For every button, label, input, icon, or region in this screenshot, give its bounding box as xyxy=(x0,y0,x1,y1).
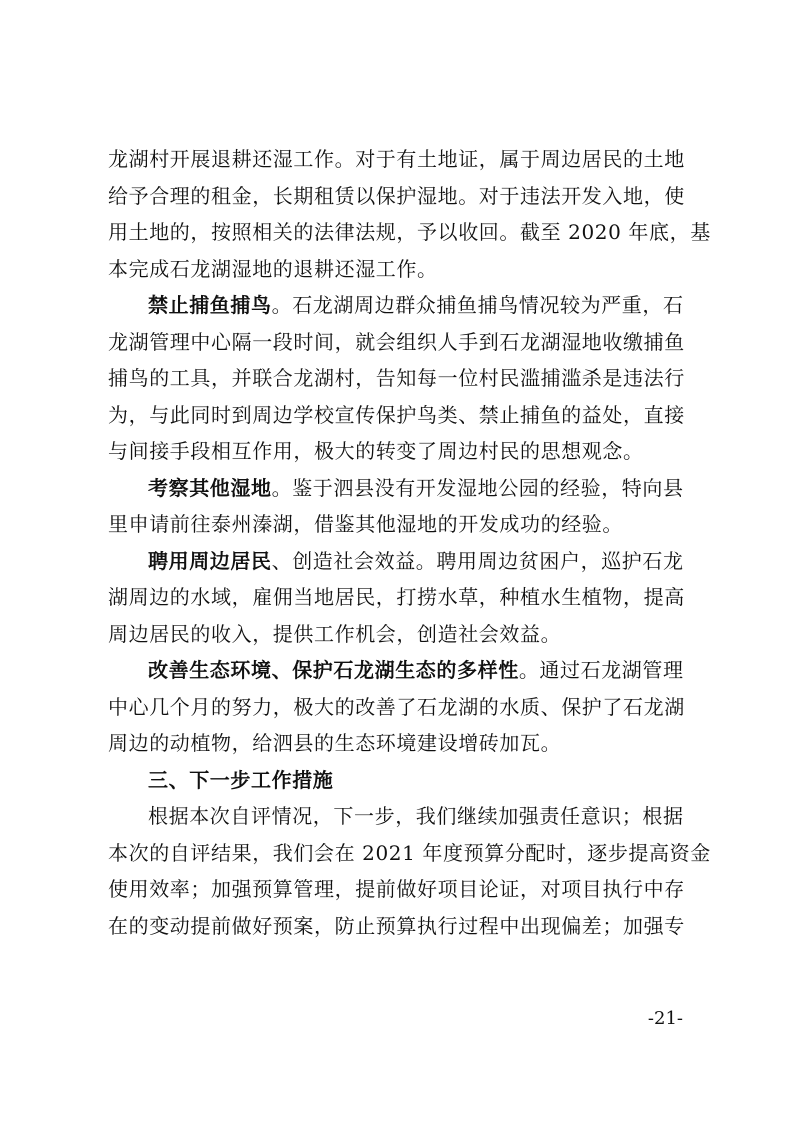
text-line: 与间接手段相互作用，极大的转变了周边村民的思想观念。 xyxy=(108,439,644,463)
paragraph-ban-fishing xyxy=(108,287,690,470)
text-line xyxy=(108,470,690,507)
text-line: 湖周边的水域，雇佣当地居民，打捞水草，种植水生植物，提高 xyxy=(108,585,685,609)
paragraph-next-steps xyxy=(108,798,711,944)
text-span: 。通过石龙湖管理 xyxy=(518,658,684,682)
text-line: 周边的动植物，给泗县的生态环境建设增砖加瓦。 xyxy=(108,731,562,755)
text-line: 周边居民的收入，提供工作机会，创造社会效益。 xyxy=(108,621,562,646)
paragraph-lead: 聘用周边居民 xyxy=(148,548,272,573)
paragraph-returning-farmland xyxy=(108,141,711,287)
paragraph-hire-residents xyxy=(108,543,690,653)
text-line: 在的变动提前做好预案，防止预算执行过程中出现偏差；加强专 xyxy=(108,913,685,938)
text-line: 根据本次自评情况，下一步，我们继续加强责任意识；根据 xyxy=(148,804,684,828)
text-line: 为，与此同时到周边学校宣传保护鸟类、禁止捕鱼的益处，直接 xyxy=(108,402,685,427)
text-line: 中心几个月的努力，极大的改善了石龙湖的水质、保护了石龙湖 xyxy=(108,694,685,719)
page-number: -21- xyxy=(647,1008,683,1029)
section-heading: 三、下一步工作措施 xyxy=(148,767,334,792)
paragraph-lead: 考察其他湿地 xyxy=(148,475,272,500)
text-line: 本次的自评结果，我们会在 2021 年度预算分配时，逐步提高资金 xyxy=(108,840,711,865)
text-line xyxy=(108,287,690,324)
paragraph-study-wetlands xyxy=(108,470,690,543)
paragraph-improve-ecology xyxy=(108,652,690,762)
text-line: 使用效率；加强预算管理，提前做好项目论证，对项目执行中存 xyxy=(108,877,685,901)
text-span: 。石龙湖周边群众捕鱼捕鸟情况较为严重，石 xyxy=(271,293,684,317)
text-line: 用土地的，按照相关的法律法规，予以收回。截至 2020 年底，基 xyxy=(108,220,711,244)
document-body xyxy=(108,141,711,944)
text-line: 龙湖管理中心隔一段时间，就会组织人手到石龙湖湿地收缴捕鱼 xyxy=(108,329,685,354)
text-span: 、创造社会效益。聘用周边贫困户，巡护石龙 xyxy=(271,548,684,573)
text-line: 里申请前往泰州溱湖，借鉴其他湿地的开发成功的经验。 xyxy=(108,512,623,536)
text-line: 本完成石龙湖湿地的退耕还湿工作。 xyxy=(108,256,438,281)
text-line xyxy=(108,543,690,580)
text-line: 龙湖村开展退耕还湿工作。对于有土地证，属于周边居民的土地 xyxy=(108,147,685,171)
text-line: 捕鸟的工具，并联合龙湖村，告知每一位村民滥捕滥杀是违法行 xyxy=(108,366,685,390)
paragraph-lead: 禁止捕鱼捕鸟 xyxy=(148,293,272,317)
text-line xyxy=(108,652,690,689)
paragraph-lead: 改善生态环境、保护石龙湖生态的多样性 xyxy=(148,658,519,682)
text-span: 。鉴于泗县没有开发湿地公园的经验，特向县 xyxy=(271,475,684,500)
text-line: 给予合理的租金，长期租赁以保护湿地。对于违法开发入地，使 xyxy=(108,183,685,208)
